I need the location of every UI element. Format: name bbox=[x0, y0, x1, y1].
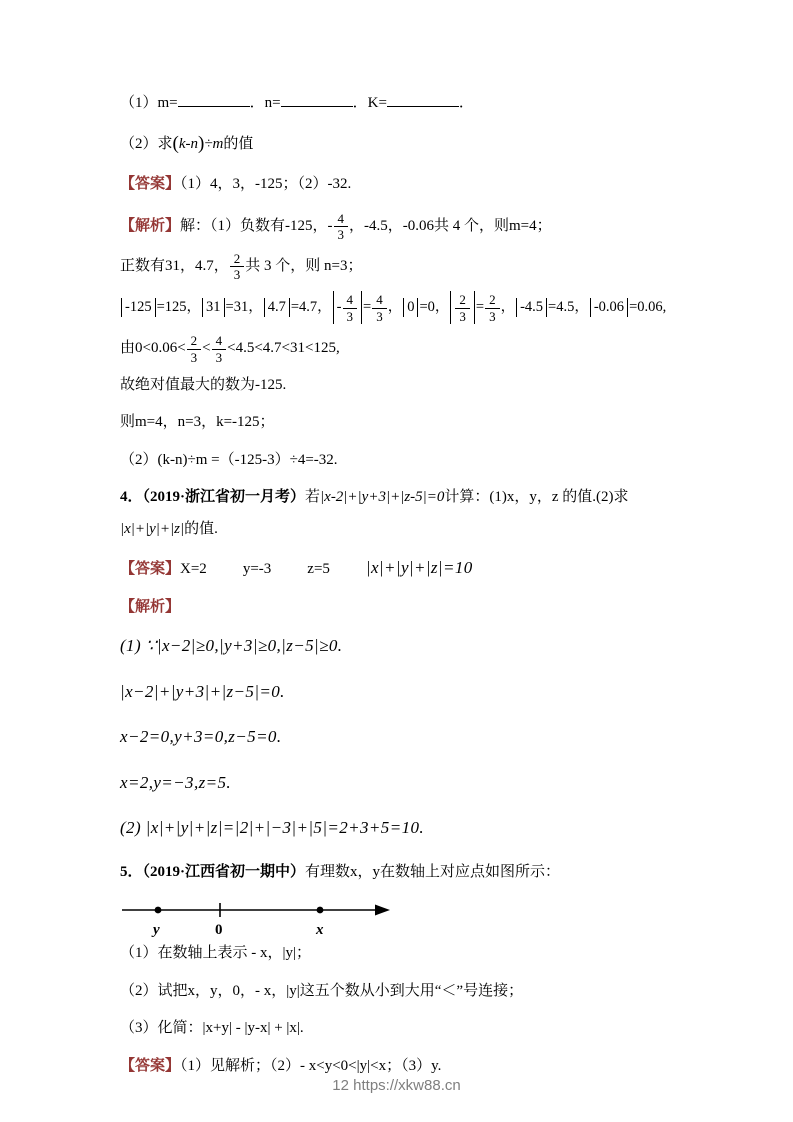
eq-text: =0， bbox=[419, 299, 450, 316]
problem-4-question-line-1 bbox=[120, 486, 685, 509]
sol1-pre: 解：（1）负数有-125，- bbox=[180, 217, 333, 234]
label-period: ． bbox=[458, 95, 474, 111]
page-footer bbox=[0, 1077, 793, 1094]
comma: ， bbox=[387, 299, 403, 316]
abs-2-3 bbox=[450, 291, 475, 324]
sub-question-2 bbox=[120, 980, 685, 1003]
q2-expression bbox=[172, 132, 224, 154]
abs-content: -125 bbox=[125, 299, 152, 316]
order-post: <4.5<4.7<31<125, bbox=[227, 340, 340, 357]
eq-text: =125， bbox=[156, 299, 202, 316]
fraction-2-3 bbox=[230, 251, 245, 282]
label-x: x bbox=[316, 922, 324, 939]
point-x-dot bbox=[317, 907, 324, 914]
equation-step-4 bbox=[120, 770, 685, 796]
fraction-2-3 bbox=[485, 292, 500, 323]
frac-den: 3 bbox=[459, 308, 466, 324]
answer-line-p3 bbox=[120, 173, 685, 196]
eq-text: =0.06, bbox=[629, 299, 667, 316]
sub-question-text: （2）试把x，y，0，- x，|y|这五个数从小到大用“＜”号连接； bbox=[120, 982, 524, 999]
q5-rest: 有理数x，y在数轴上对应点如图所示： bbox=[305, 863, 561, 880]
question-2-line bbox=[120, 130, 685, 159]
equation-text: |x−2|+|y+3|+|z−5|=0. bbox=[120, 681, 285, 701]
eq-text: =4.7， bbox=[290, 299, 332, 316]
answer-x: X=2 bbox=[180, 561, 207, 578]
answer-label: 【答案】 bbox=[120, 176, 181, 192]
fraction-4-3 bbox=[334, 211, 349, 242]
frac-den: 3 bbox=[376, 308, 383, 324]
comma: ， bbox=[500, 299, 516, 316]
q2-suffix: 的值 bbox=[223, 135, 254, 152]
fill-in-blanks-line bbox=[120, 92, 685, 115]
axis-arrowhead-icon bbox=[375, 905, 390, 916]
conclusion-line-3 bbox=[120, 449, 685, 472]
expr-body: k-n bbox=[178, 135, 198, 152]
eq-text: = bbox=[363, 299, 372, 316]
label-k: ．K= bbox=[352, 95, 387, 111]
sol2-post: 共 3 个，则 n=3； bbox=[245, 257, 363, 274]
analysis-label: 【解析】 bbox=[120, 598, 181, 615]
sol1-post: ，-4.5，-0.06共 4 个，则m=4； bbox=[349, 217, 552, 234]
problem-4-header: 4．（2019·浙江省初一月考） bbox=[120, 489, 306, 506]
conclusion-line-2 bbox=[120, 411, 685, 434]
answer-label: 【答案】 bbox=[120, 1057, 181, 1074]
analysis-label-line-p4 bbox=[120, 596, 685, 619]
answer-line-p5 bbox=[120, 1055, 685, 1078]
problem-5-header: 5．（2019·江西省初一期中） bbox=[120, 863, 306, 880]
frac-den: 3 bbox=[233, 267, 241, 283]
blank-n bbox=[281, 93, 353, 107]
label-zero: 0 bbox=[215, 922, 223, 939]
fraction-4-3 bbox=[212, 333, 227, 364]
conclusion-line-1 bbox=[120, 374, 685, 397]
footer-page-number-and-url[interactable]: 12 https://xkw88.cn bbox=[332, 1077, 461, 1094]
q4-expression: |x|+|y|+|z| bbox=[120, 520, 185, 537]
label-m: （1）m= bbox=[120, 95, 178, 111]
fraction-2-3 bbox=[187, 333, 202, 364]
abs-content: 0 bbox=[407, 299, 415, 316]
frac-num: 2 bbox=[187, 333, 202, 350]
q2-prefix: （2）求 bbox=[120, 135, 173, 152]
abs-neg-4-5 bbox=[516, 298, 547, 317]
fraction-4-3 bbox=[343, 292, 358, 323]
equation-text: (1) ∵|x−2|≥0,|y+3|≥0,|z−5|≥0. bbox=[120, 636, 343, 656]
abs-values-line bbox=[120, 291, 685, 324]
q4-mid: 计算：(1)x，y，z 的值.(2)求 bbox=[444, 489, 629, 506]
abs-31 bbox=[202, 298, 225, 317]
equation-step-2 bbox=[120, 679, 685, 705]
frac-den: 3 bbox=[346, 308, 353, 324]
abs-neg-0-06 bbox=[590, 298, 628, 317]
frac-den: 3 bbox=[215, 349, 223, 365]
eq-text: =31， bbox=[225, 299, 263, 316]
ordering-line bbox=[120, 333, 685, 364]
frac-num: 2 bbox=[485, 292, 500, 309]
expr-op: ÷m bbox=[204, 135, 224, 152]
frac-num: 4 bbox=[334, 211, 349, 228]
order-pre: 由0<0.06< bbox=[120, 340, 186, 357]
point-y-dot bbox=[155, 907, 162, 914]
frac-num: 2 bbox=[455, 292, 470, 309]
equation-step-3 bbox=[120, 724, 685, 750]
frac-den: 3 bbox=[190, 349, 198, 365]
number-line-figure bbox=[120, 892, 392, 938]
frac-num: 2 bbox=[230, 251, 245, 268]
frac-den: 3 bbox=[337, 227, 345, 243]
frac-num: 4 bbox=[343, 292, 358, 309]
q4-pre: 若 bbox=[305, 489, 321, 506]
equation-step-5 bbox=[120, 815, 685, 841]
analysis-line-2 bbox=[120, 251, 685, 282]
answer-text: （1）见解析；（2）- x<y<0<|y|<x；（3）y. bbox=[180, 1057, 442, 1074]
minus-sign: - bbox=[336, 299, 342, 316]
label-y: y bbox=[153, 922, 160, 939]
problem-5-question-line bbox=[120, 861, 685, 884]
answer-sum: |x|+|y|+|z|=10 bbox=[365, 558, 473, 578]
equation-text: x=2,y=−3,z=5. bbox=[120, 772, 232, 792]
eq-text: = bbox=[475, 299, 485, 316]
abs-neg125 bbox=[121, 298, 156, 317]
label-n: ．n= bbox=[249, 95, 281, 111]
abs-content: 4.7 bbox=[267, 299, 286, 316]
frac-den: 3 bbox=[489, 308, 496, 324]
abs-content: -0.06 bbox=[593, 299, 625, 316]
sol2-pre: 正数有31，4.7， bbox=[120, 257, 229, 274]
blank-k bbox=[387, 93, 459, 107]
sub-question-1 bbox=[120, 942, 685, 965]
eq-text: =4.5， bbox=[548, 299, 589, 316]
problem-4-question-line-2 bbox=[120, 518, 685, 541]
abs-0 bbox=[403, 298, 418, 317]
conclusion-text: 故绝对值最大的数为-125. bbox=[120, 376, 287, 393]
abs-content: -4.5 bbox=[520, 299, 544, 316]
close-paren: ) bbox=[198, 132, 205, 154]
sub-question-3 bbox=[120, 1017, 685, 1040]
equation-text: x−2=0,y+3=0,z−5=0. bbox=[120, 727, 282, 747]
conclusion-text: 则m=4，n=3，k=-125； bbox=[120, 414, 275, 431]
abs-neg-4-3 bbox=[333, 291, 362, 324]
open-paren: ( bbox=[172, 132, 179, 154]
abs-content: 31 bbox=[206, 299, 221, 316]
order-mid: < bbox=[202, 340, 211, 357]
equation-text: (2) |x|+|y|+|z|=|2|+|−3|+|5|=2+3+5=10. bbox=[120, 818, 425, 838]
analysis-label: 【解析】 bbox=[120, 217, 181, 234]
analysis-line-1 bbox=[120, 211, 685, 242]
frac-num: 4 bbox=[212, 333, 227, 350]
fraction-2-3 bbox=[455, 292, 470, 323]
q4-tail: 的值. bbox=[184, 520, 218, 537]
blank-m bbox=[178, 93, 250, 107]
fraction-4-3 bbox=[372, 292, 387, 323]
frac-num: 4 bbox=[372, 292, 387, 309]
answer-text: （1）4，3，-125；（2）-32. bbox=[180, 176, 352, 192]
equation-step-1 bbox=[120, 633, 685, 659]
sub-question-text: （3）化简：|x+y| - |y-x| + |x|. bbox=[120, 1020, 304, 1037]
conclusion-text: （2）(k-n)÷m =（-125-3）÷4=-32. bbox=[120, 451, 338, 468]
answer-label: 【答案】 bbox=[120, 561, 181, 578]
abs-4-7 bbox=[264, 298, 290, 317]
answer-z: z=5 bbox=[307, 561, 330, 578]
q4-equation: |x-2|+|y+3|+|z-5|=0 bbox=[320, 489, 445, 506]
answer-y: y=-3 bbox=[242, 561, 272, 578]
sub-question-text: （1）在数轴上表示 - x，|y|； bbox=[120, 945, 312, 962]
answer-line-p4 bbox=[120, 555, 685, 581]
